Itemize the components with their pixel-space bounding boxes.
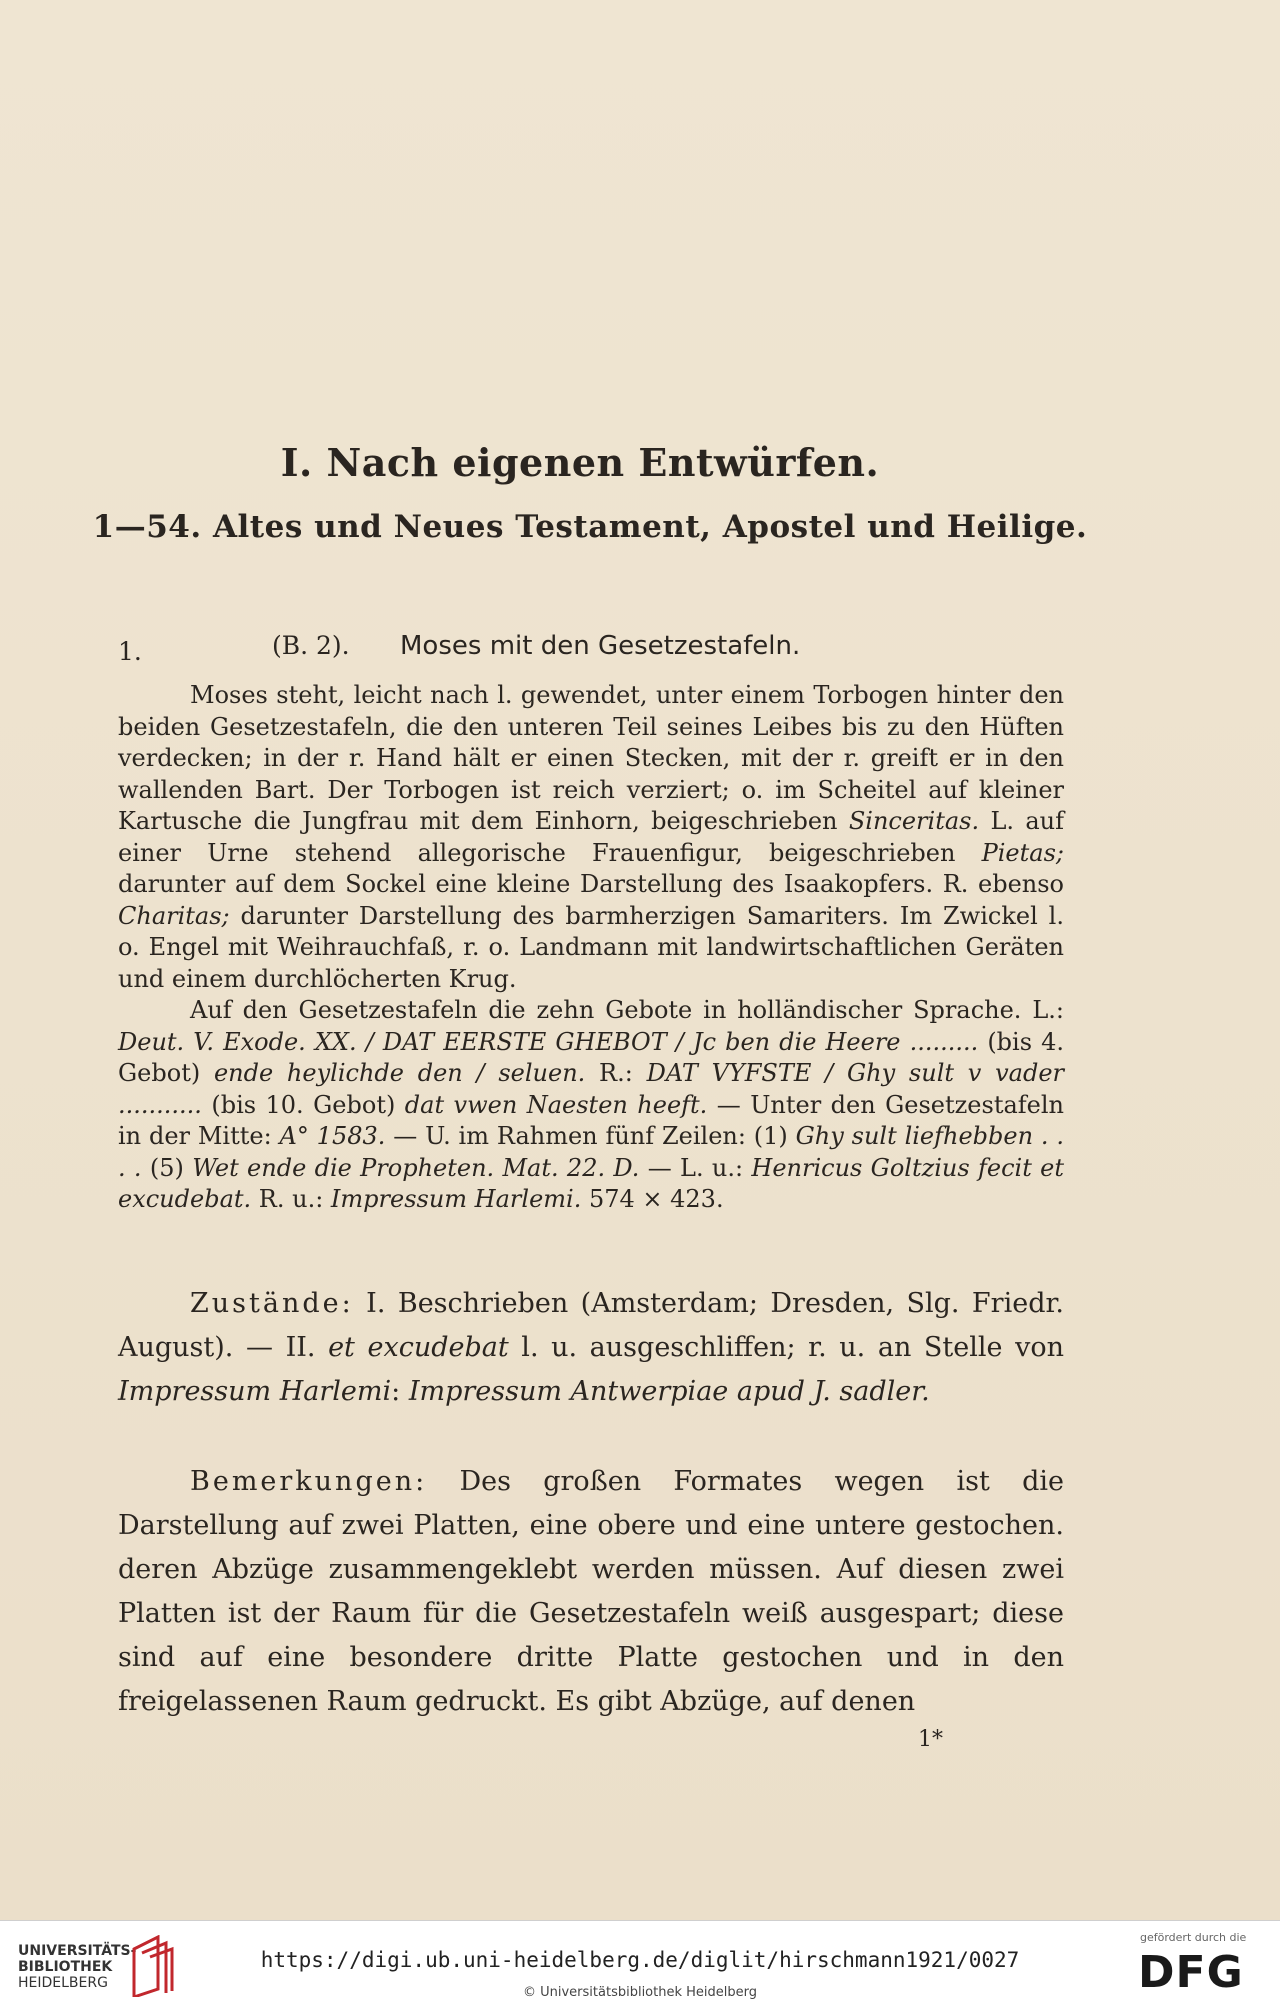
section-heading: I. Nach eigenen Entwürfen. <box>280 440 880 485</box>
states-block <box>118 1282 1064 1414</box>
subsection-heading: 1—54. Altes und Neues Testament, Apostel und Heilige. <box>92 509 1088 545</box>
inscriptions-paragraph: Auf den Gesetzestafeln die zehn Gebote in holländischer Sprache. L.: Deut. V. Exode. XX. / DAT EERSTE GHEBOT / Jc ben die Heere ......... (bis 4. Gebot) ende heylichde den / seluen. R.: DAT VYFSTE / Ghy sult v vader ........... (bis 10. Gebot) dat vwen Naesten heeft. — Unter den Gesetzestafeln in der Mitte: A° 1583. — U. im Rahmen fünf Zeilen: (1) Ghy sult liefhebben . . . . (5) Wet ende die Propheten. Mat. 22. D. — L. u.: Henricus Goltzius fecit et excudebat. R. u.: Impressum Harlemi. 574 × 423. <box>118 996 1065 1213</box>
copyright-notice: © Universitätsbibliothek Heidelberg <box>522 1985 757 2000</box>
entry-reference: (B. 2). <box>272 631 350 660</box>
signature-mark: 1* <box>918 1727 943 1752</box>
library-name: UNIVERSITÄTS- BIBLIOTHEK HEIDELBERG <box>18 1943 137 1991</box>
permalink-url[interactable]: https://digi.ub.uni-heidelberg.de/diglit/hirschmann1921/0027 <box>260 1948 1020 1972</box>
remarks-block <box>118 1460 1064 1724</box>
remarks-paragraph: Bemerkungen: Des großen Formates wegen ist die Darstellung auf zwei Platten, eine obere und eine untere gestochen. deren Abzüge zusammengeklebt werden müssen. Auf diesen zwei Platten ist der Raum für die Gesetzestafeln weiß ausgespart; diese sind auf eine besondere dritte Platte gestochen und in den freigelassenen Raum gedruckt. Es gibt Abzüge, auf denen <box>118 1466 1064 1717</box>
description-paragraph: Moses steht, leicht nach l. gewendet, unter einem Torbogen hinter den beiden Gesetzestafeln, die den unteren Teil seines Leibes bis zu den Hüften verdecken; in der r. Hand hält er einen Stecken, mit der r. greift er in den wallenden Bart. Der Torbogen ist reich verziert; o. im Scheitel auf kleiner Kartusche die Jungfrau mit dem Einhorn, beigeschrieben Sinceritas. L. auf einer Urne stehend allegorische Frauenfigur, beigeschrieben Pietas; darunter auf dem Sockel eine kleine Darstellung des Isaakopfers. R. ebenso Charitas; darunter Darstellung des barmherzigen Samariters. Im Zwickel l. o. Engel mit Weihrauchfaß, r. o. Landmann mit landwirtschaftlichen Geräten und einem durchlöcherten Krug. <box>118 681 1064 993</box>
entry-title: Moses mit den Gesetzestafeln. <box>400 631 801 661</box>
states-paragraph: Zustände: I. Beschrieben (Amsterdam; Dresden, Slg. Friedr. August). — II. et excudebat l. u. ausgeschliffen; r. u. an Stelle von Impressum Harlemi: Impressum Antwerpiae apud J. sadler. <box>118 1288 1064 1407</box>
funding-note: gefördert durch die <box>1140 1931 1247 1944</box>
dfg-logo: DFG <box>1138 1947 1244 1998</box>
viewer-footer <box>0 1920 1280 2012</box>
entry-number: 1. <box>118 637 142 666</box>
description-block <box>118 680 1064 1216</box>
